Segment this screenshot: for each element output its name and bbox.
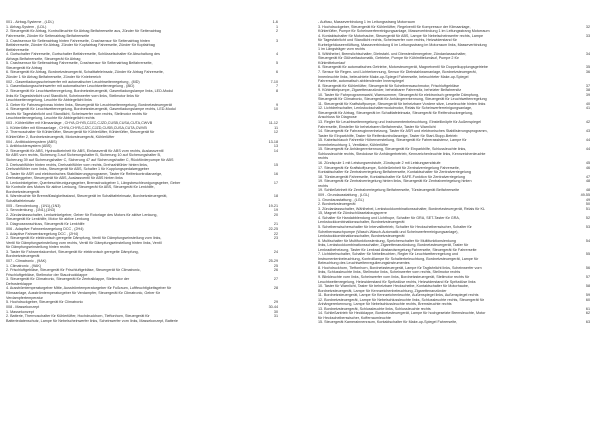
toc-entry-text: 5. Wählhebel, Bremslichtschalter, Diebstahl- und Diensterdienergeber, Zündanlassschalter,	[318, 51, 467, 56]
toc-entry-page: 24	[273, 249, 278, 254]
toc-entry-page: 50	[585, 202, 590, 207]
toc-entry-page: 9	[275, 102, 278, 107]
toc-entry-text: Steuergerät für Airbag, Steuergerät im Schalttafeleinsatz, Steuergerät für Reifendruckregelung,	[318, 110, 473, 115]
toc-entry-page: 48	[585, 188, 590, 193]
toc-entry-page: 10	[273, 107, 278, 112]
toc-entry-page: 20	[273, 212, 278, 217]
toc-entry-text: Kühlmittelumlauf	[318, 60, 346, 65]
toc-entry-text: 1. Servolenkung , (1N1),(1N3)	[6, 208, 56, 213]
toc-entry-page: 31	[273, 314, 278, 319]
toc-entry-text: Klimaanlage, Ausströmtemperaturgeber für Verdampfer, Steuergerät für Climatronic, Geber für	[6, 291, 160, 295]
toc-entry-page: 8	[275, 88, 278, 93]
toc-entry-text: Kühlerlüfter, Pumpe für Scheinwerferreinigungsanlage, Masseverbindung 1 im Leitungsstrang Motorraum	[318, 29, 490, 34]
toc-entry-text: Anschluss für Diagnose	[318, 115, 357, 120]
toc-entry-text: 001 - Airbag-Systeme , (LDL)	[6, 20, 54, 25]
toc-entry-text: 3. Zündanlassschalter, Wählhebel, Lenkstockkombinationsschalter, Bordnetzsteuergerät, Relais für KL	[318, 206, 486, 211]
toc-entry-page: 33	[585, 33, 590, 38]
toc-entry	[6, 222, 278, 227]
toc-entry-text: Airbags Beifahrerseite, Steuergerät für Airbag	[6, 56, 81, 61]
toc-entry-text: 15. Steuergerät Kamerainnenraum, Kontaktschalter für Make-up-Spiegel Fahrerseite,	[318, 320, 458, 325]
toc-entry-text: 15. Steuergerät für Anhängererkennung, Steuergerät für Einparkhilfe, Schlussleuchte links,	[318, 147, 467, 152]
toc-entry-text: 2. Bordnetzsteuergerät	[318, 202, 356, 207]
toc-entry-text: 003 - Kühlerlüfter mit Klimaanlage , CHYA,CHYB,CJZC,CJZD,CUSB,CUSA,CUTA,CWVB	[6, 121, 153, 126]
toc-entry-text: 4. Taster für ASR und elektronisches Stabilisierungsprogramm, Taster für Reifenkontrollanzeige,	[6, 171, 163, 176]
toc-entry-text: Leuchtweitenregelung, Leuchte für Abbiegelicht links	[6, 98, 92, 103]
toc-entry-page: 16	[273, 171, 278, 176]
toc-entry	[6, 75, 278, 80]
toc-entry-text: 13. Bordnetzsteuergerät, Schlussleuchte links, Schlussleuchte rechts	[318, 306, 431, 311]
toc-entry-text: 4. Gurtschalter Fahrerseite, Gurtschalter Beifahrerseite, Schlüsselschalter für Abschaltung des	[6, 52, 160, 57]
toc-entry-page: 14	[273, 148, 278, 153]
toc-entry-text: 16. Zündspule 1 mit Leistungsendstufe, Zündspule 2 mit Leistungsendstufe	[318, 160, 441, 165]
toc-entry-text: Beifahrerseite, Zünder für Airbag, Zünder für Kopfairbag Fahrerseite, Zünder für Kopfairbag	[6, 43, 155, 48]
toc-entry-text: Innenleuchte links, beleuchtete Make-up-Spiegel Fahrerseite, beleuchteter Make-up-Spiegel	[318, 74, 469, 79]
toc-entry-text: links für Tagesfahrlicht und Standlicht, Scheinwerfer vorn links, Stellmotor links für	[6, 93, 140, 98]
toc-entry-text: Lenkstockkombinationsschalter, Bordnetzsteuergerät	[318, 234, 405, 239]
toc-entry-page: 51	[585, 206, 590, 211]
toc-entry-text: 1. Airbag-System , (LDL)	[6, 24, 47, 29]
toc-entry-page: 6	[275, 70, 278, 75]
toc-entry-text: für ABS vorn rechts, Sicherung 3 auf Sicherungshalter B, Sicherung 10 auf Sicherungshalter B,	[6, 153, 161, 158]
toc-entry-text: Ventil für Dämpfungseinstellung vorn rechts, Ventil für Dämpfungseinstellung hinten links, Ventil	[6, 240, 162, 245]
toc-entry-text: 3. Drehzahlfühler hinten rechts, Drehzahlfühler vorn rechts, Drehzahlfühler hinten links,	[6, 162, 149, 167]
toc-entry-text: Instrumentenbeleuchtung, Kontrolllampe für Schalterbeleuchtung, Bordnetzsteuergerät, Lampe für	[318, 256, 479, 261]
toc-entry-text: Taster für Einparkhilfe, Taster für Reifenkontrollanzeige, Taster für Start-Stopp-Betrieb	[318, 133, 458, 138]
toc-entry-text: 1. Kühlerlüfter mit Klimaanlage , CHYA,CHYB,CJZC,CJZD,CUSB,CUSA,CUTA,CWVB	[6, 125, 147, 130]
toc-entry-page: 48	[585, 179, 590, 184]
toc-entry-text: Fahrerseite, Zünder für Seitenairbag Beifahrerseite	[6, 34, 90, 39]
toc-entry-text: 3. Hochdruckgeber, Steuergerät für Kühlerlüfter, Regelventil für Kompressor der Klimaanlage,	[318, 24, 471, 29]
toc-entry-text: Beifahrerseite	[6, 47, 29, 52]
toc-entry-text: für Tagesfahrlicht und Standlicht rechts, Scheinwerfer vorn rechts, Heizwiderstand für	[318, 38, 457, 43]
toc-entry-text: 1. Adaptive Fahrwerksregelung DCC , (2H4)	[6, 231, 79, 236]
toc-entry-page: 35	[585, 65, 590, 70]
toc-entry-text: Drehrateggeber, Steuergerät für ABS, Auslassventil für ABS hinten links	[6, 176, 123, 181]
toc-entry-page: 19-21	[268, 203, 278, 208]
toc-entry-page: 60	[585, 297, 590, 302]
toc-entry-text: 1. Grundausstattung , (LGL)	[318, 197, 364, 202]
toc-entry-text: Bordnetzsteuergerät, Lampe für Kennzeichenbeleuchtung, Zigarettenanzünder	[318, 288, 447, 293]
toc-entry-page: 25	[273, 263, 278, 268]
toc-entry-text: Steuergerät für Lenkhilfe, Motor für aktive Lenkung	[6, 217, 90, 222]
toc-entry-text: Leuchtweitenregelung, Leuchte für Abbiegelicht rechts	[6, 116, 95, 121]
toc-entry-text: links, Schlussleuchte links, Stellmotor links, Scheinwerfer vorn rechts, Stellmotor rechts	[318, 270, 461, 275]
toc-entry-text: 12. Bordnetzsteuergerät, Lampe für Nebelschlussleuchte links, Schlussleuchte rechts, Steuergerät für	[318, 297, 485, 302]
toc-entry-text: 15, Magnet für Zündschlüsselabzugsperre	[318, 211, 387, 216]
toc-entry-page: 41	[585, 106, 590, 111]
toc-entry-text: Defrosterklappe	[6, 281, 33, 286]
toc-entry-text: Batteriedatenschutz, Lampe für Nebelscheinwerfer links, Scheinwerfer vorn links, Massekonzept, Batterie	[6, 318, 178, 323]
toc-entry-text: 7. Sensor für Regen- und Lichterkennung, Sensor für Diebstahlwarnanlage, Bordnetzsteuergerät,	[318, 70, 477, 75]
toc-entry-page: 23	[273, 236, 278, 241]
toc-entry-text: 7. Lichtdrehschalter, Schalter für Nebelleuchten, Regler für Leuchtweitenregelung und	[318, 252, 459, 257]
toc-entry-page: 30	[273, 309, 278, 314]
toc-entry-text: Zünder 1 für Airbag Beifahrerseite, Zünder für Kniebereich	[6, 74, 101, 79]
toc-entry	[6, 300, 278, 305]
toc-entry-page: 1-6	[272, 20, 278, 25]
toc-entry-text: rechts	[318, 156, 329, 161]
toc-entry-page: 15	[273, 162, 278, 167]
toc-entry-text: Beleuchtung des Leuchtweitenregulierungsinstrumentes	[318, 261, 410, 266]
toc-entry-page: 54	[585, 238, 590, 243]
toc-entry-text: Lenkstockkombinationsschalter, Bordnetzsteuergerät	[318, 220, 405, 225]
toc-entry-text: 8. Steuergerät für Kühlerlüfter, Steuergerät für Scheibenwaschmotor, Frischluftgebläse	[318, 83, 460, 88]
toc-entry-page: 26	[273, 268, 278, 273]
toc-entry-page: 44	[585, 147, 590, 152]
toc-entry-text: rechts für Tagesfahrlicht und Standlicht, Scheinwerfer vorn rechts, Stellmotor rechts für	[6, 111, 148, 116]
toc-entry-text: 4. Schalter für Handabblendung und Lichthupe, Schalter für GRA, SET-Taster für GRA,	[318, 215, 460, 220]
toc-entry-page: 32	[585, 24, 590, 29]
toc-entry-page: 59	[585, 293, 590, 298]
toc-entry-text: 3. Crashsensor für Seitenairbag hinten Fahrerseite, Crashsensor für Seitenairbag hinten	[6, 38, 150, 43]
toc-entry-page: 4	[275, 52, 278, 57]
toc-entry-text: Bordnetzsteuergerät	[6, 189, 40, 194]
toc-entry-page: 7-10	[270, 79, 278, 84]
toc-entry-text: 4. Steuergerät für Leuchtweitenregelung, Bordnetzsteuergerät, Gasentladungslampe rechts, LED-Modul	[6, 107, 176, 112]
toc-entry-page: 17	[273, 180, 278, 185]
toc-entry-page: 38	[585, 88, 590, 93]
toc-entry-text: 3. Taster für Fahrwerkskomfort, Steuergerät für elektronisch geregelte Dämpfung,	[6, 249, 139, 254]
toc-entry-page: 42	[585, 120, 590, 125]
toc-entry-text: Steuergerät für Climatronic, Steuergerät für Anhängererkennung, Steuergerät für Leuchtweitenregelung	[318, 97, 487, 102]
toc-entry-page: 40	[585, 101, 590, 106]
toc-entry-text: 006 - Adaptive Fahrwerksregelung DCC , (2H4)	[6, 226, 84, 231]
toc-entry-text: Scheibenwaschpumpe (Wasch-Wasch-Automatik und Scheinwerferreinigungsanlage),	[318, 229, 459, 234]
toc-entry-text: 2. Thermoschalter für Kühlerlüfter, Steuergerät für Kühlerlüfter, Kühlerlüfter, Steuergerät für	[6, 130, 155, 135]
toc-entry-text: 3. Diagnoseanschluss, Steuergerät für Lenkhilfe	[6, 222, 85, 227]
toc-entry-text: 009 - Grundausstattung , (LGL)	[318, 193, 370, 198]
toc-entry-text: Steuergerät für Glühzeitautomatik, Getriebe, Pumpe für Kühlmittelumlauf, Pumpe 2 für	[318, 56, 459, 61]
toc-entry-page: 11	[274, 125, 278, 130]
toc-entry-text: 3. Steuergerät für Climatronic, Steuergerät für Zentralklappe, Stellmotor der	[6, 277, 130, 282]
toc-entry-text: 17. Steuergerät für Kraftstoffpumpe, Schließeinheit für Zentralverriegelung Fahrerseite,	[318, 165, 460, 170]
toc-entry	[6, 199, 278, 204]
toc-entry-page: 62	[585, 311, 590, 316]
toc-entry-page: 28	[273, 286, 278, 291]
toc-entry-page: 25-29	[268, 259, 278, 264]
toc-entry-text: 4. Ausströmtemperaturgeber Mitte, Ausströmtemperaturgeber für Fußraum, Luftfeuchtigkeitsgeber für	[6, 286, 172, 291]
toc-entry-text: 9. Kühlmittelpumpe, Zigarettenanzünder, beheizbarer Fahrersitz, beheizter Beifahrersitz	[318, 88, 462, 93]
toc-entry-text: 6. Steuergerät für Airbag, Bordnetzsteuergerät, Schalttafeleinsatz, Zünder für Airbag Fahrerseite,	[6, 70, 164, 75]
toc-entry-text: 1 im Längsträger vorn rechts	[318, 47, 365, 52]
toc-entry-text: für Heckscheibenwischer, Kofferraumleuchte	[318, 315, 391, 320]
toc-entry-text: Innenbeleuchtung 1, Ventilator, Kühlerlüfter	[318, 142, 389, 147]
toc-entry-text: 13. Regler für Leuchtweitenregelung und Instrumentenbeleuchtung, Einstellknöpfe für Außenspiegel	[318, 120, 481, 125]
toc-entry-text: 007 - Climatronic , (9AK)	[6, 259, 47, 264]
toc-entry-text: 19. Steuergerät für Zentralverriegelung hinten links, Steuergerät für Zentralverriegelung hinten	[318, 179, 472, 184]
toc-entry-text: Schlussleuchte rechts, Steckdose für Anhängerbetrieb, Kennzeichenleuchte links, Kennzeichenleuchte	[318, 151, 486, 156]
toc-entry-page: 21	[273, 222, 278, 227]
toc-entry-page: 3	[275, 38, 278, 43]
toc-column-left	[6, 20, 278, 323]
toc-entry-text: Fahrerseite, Einsteller für beheizbaren Beifahrersitz, Taster für Warnlicht	[318, 124, 436, 129]
toc-entry-page: 56	[585, 265, 590, 270]
toc-entry	[6, 135, 278, 140]
toc-entry-text: 6. Steuergerät für automatisches Getriebe, Motorsteuergerät, Magnetventil für Doppelkupplungsgetriebe	[318, 65, 488, 70]
toc-entry-text: Lenkradbeheizung, Taster für Lenkrad Abstandsregelung Fahrerseite, Steuergerät für Fahrerseite	[318, 247, 477, 252]
toc-entry-page: 36	[585, 70, 590, 75]
toc-entry-text: 1. Antiblockiersystem (ABS)	[6, 144, 52, 149]
toc-entry-page: 46	[585, 165, 590, 170]
toc-column-right	[318, 20, 590, 325]
toc-entry-text: 14. Steuergerät für Fahrzeuginnenheizung, Taster für ASR und elektronisches Stabilisierungsprogramm,	[318, 129, 488, 134]
toc-entry-text: 002 - Gasentladungsscheinwerfer mit automatischer Leuchtweitenregelung , (8ID)	[6, 79, 140, 84]
toc-entry-page: 1	[275, 24, 278, 29]
toc-entry-text: 5. Hochdruckgeber, Steuergerät für Climatronic	[6, 300, 84, 305]
toc-entry-text: - Aufbau, Masseverbindung 1 im Leitungsstrang Motorraum	[318, 20, 415, 24]
toc-entry-text: 005 - Servolenkung , (1N1),(1N3)	[6, 203, 61, 208]
toc-entry-text: 6. Multischalter für Multifunktionslenkung, Speicherschalter für Multifunktionslenkung	[318, 238, 456, 243]
toc-entry-page: 7	[275, 84, 278, 89]
toc-entry	[6, 116, 278, 121]
toc-entry-page: 49-55	[580, 193, 590, 198]
toc-entry-page: 2	[275, 29, 278, 34]
toc-entry-text: Drehzahlfühler vorn links, Steuergerät für ABS, Schalter 1 für Kupplungspedalweggeber	[6, 167, 150, 172]
toc-entry-text: 9. Blinkleuchte vorn links, Scheinwerfer vorn links, Bordnetzsteuergerät, Stellmotor rechts für	[318, 275, 470, 280]
toc-entry-page: 37	[585, 83, 590, 88]
toc-entry-page: 49	[585, 197, 590, 202]
toc-entry-page: 58	[585, 284, 590, 289]
toc-entry-text: 8. Hochdruckhorn, Tieftonhorn, Bordnetzsteuergerät, Lampe für Tagfahrlicht links, Scheinwerfer vorn	[318, 265, 482, 270]
toc-entry-page: 13	[273, 144, 278, 149]
toc-entry-text: 2. Steuergerät für Airbag, Kontrollleuchte für Airbag Beifahrerseite aus, Zünder für Seitenairbag	[6, 29, 161, 34]
toc-entry-text: 11. Bordnetzsteuergerät, Lampe für Kennzeichenleuchte, Außenspiegel links, Außenspiegel rechts	[318, 293, 479, 298]
toc-entry-text: 5. Scheibenwischerschalter für Intervallbetrieb, Schalter für Heckscheibenwischer, Schalter für	[318, 225, 472, 229]
toc-entry-page: 47	[585, 174, 590, 179]
toc-entry-text: Kühlerlüfter 2, Bordnetzsteuergerät, Motorsteuergerät, Kühlerlüfter	[6, 134, 115, 139]
toc-entry	[318, 320, 590, 325]
toc-entry-page: 61	[585, 306, 590, 311]
toc-entry-text: 18. Türsteuergerät Fahrerseite, Kontaktschalter für SAFE-Funktion für Zentralverriegelung	[318, 174, 465, 179]
toc-entry-text: rechts	[318, 183, 329, 188]
toc-entry	[6, 319, 278, 324]
toc-entry-text: 14. Schließantrieb für Heckklappe, Bordnetzsteuergerät, Lampe für hochgesetzte Bremsleuchte, Motor	[318, 311, 486, 316]
toc-entry-text: 008 - Massekonzept	[6, 305, 40, 310]
toc-entry-page: 27	[273, 277, 278, 282]
toc-entry-page: 45	[585, 160, 590, 165]
toc-entry-page: 39	[585, 92, 590, 97]
toc-entry-page: 43	[585, 129, 590, 134]
toc-entry-page: 13-18	[268, 139, 278, 144]
toc-entry-text: 2. Batterie, Thermoschalter für Kühlerlüfter, Hochdruckhorn, Tieftonhorn, Steuergerät für	[6, 314, 150, 319]
toc-entry-page: 12	[273, 130, 278, 135]
toc-entry-page: 11-12	[268, 121, 278, 126]
toc-entry-page: 5	[275, 61, 278, 66]
toc-entry-page: 18	[273, 194, 278, 199]
toc-entry-text: 2. Steuergerät für ABS, Hydraulikeinheit für ABS, Einlassventil für ABS vorn rechts, Auslassventil	[6, 148, 164, 153]
toc-entry-text: Fahrerseite, automatisch abblendender Innenspiegel	[318, 79, 405, 84]
toc-entry-page: 44	[585, 138, 590, 143]
toc-entry-text: 2. Zündanlassschalter, Lenkwinkelgeber, Geber für Rotorlage des Motors für aktive Lenkung,	[6, 212, 158, 217]
toc-entry-text: Leuchtweitenregelung, Heizwiderstand für Spritzdüse rechts, Heizwiderstand für Spritzdüse links	[318, 279, 476, 284]
toc-entry	[6, 254, 278, 259]
toc-entry-text: Kontaktschalter für Zentralverriegelung Beifahrerseite, Kontaktschalter für Zentralverriegelung	[318, 170, 471, 175]
toc-entry-page: 22-25	[268, 226, 278, 231]
toc-entry-page: 57	[585, 275, 590, 280]
toc-entry-text: 19. Schließeinheit für Zentralverriegelung Beifahrerseite, Türsteuergerät Beifahrerseite	[318, 188, 460, 193]
toc-entry-text: 10. Taster für Fahrprogrammwahl, Warnsummer, Steuergerät für elektronisch geregelte Dämpfung,	[318, 92, 480, 97]
toc-entry	[318, 188, 590, 193]
toc-entry-text: 2. Steuergerät für elektronisch geregelte Dämpfung, Ventil für Dämpfungseinstellung vorn links,	[6, 236, 162, 241]
toc-entry-text: 2. Frischluftgebläse, Steuergerät für Frischluftgebläse, Steuergerät für Climatronic,	[6, 268, 141, 273]
toc-entry-text: links, Lenkstockkombinationsschalter, Zigarettenanzündung, Bordnetzsteuergerät, Taster für	[318, 243, 469, 248]
toc-entry-text: Steuergerät für Airbag	[6, 65, 43, 70]
toc-entry-page: 19	[273, 208, 278, 213]
toc-entry-text: 4. Kontaktschalter für Motorhaube, Steuergerät für ABS, Lampe für Nebelscheinwerfer rechts, Lampe	[318, 33, 483, 38]
toc-entry-text: Anhängererkennung, Lampe für Nebelschlussleuchte rechts, Bremsleuchte rechts	[318, 302, 452, 307]
toc-entry-text: 6. Warnleuchte für Bremsflüssigkeitsstand, Steuergerät im Schalttafeleinsatz, Bordnetzsteuergerät,	[6, 194, 168, 199]
toc-entry-text: 3. Geber für Fahrzeugniveau hinten links, Steuergerät für Leuchtweitenregelung, Bordnetzsteuergerät	[6, 102, 172, 107]
toc-entry-text: Frischluftgebläse, Stellmotor der Staudruckklappe	[6, 272, 88, 277]
toc-entry-text: 1. Massekonzept	[6, 309, 34, 314]
toc-entry-page: 34	[585, 51, 590, 56]
toc-entry-page: 29	[273, 300, 278, 305]
toc-entry-text: Sicherung 39 auf Sicherungshalter C, Sicherung 47 auf Sicherungshalter C, Rückförderpumpe für ABS	[6, 157, 174, 162]
toc-entry-text: 5. Crashsensor für Seitenairbag Fahrerseite, Crashsensor für Seitenairbag Beifahrerseite,	[6, 61, 153, 66]
toc-entry-text: für Dämpfungseinstellung hinten rechts	[6, 245, 70, 250]
toc-entry-text: Schalttafeleinsatz	[6, 198, 35, 203]
toc-entry-text: für Kontrolle des Motors für aktive Lenkung, Steuergerät für ABS, Steuergerät für Lenkhilfe,	[6, 185, 155, 190]
toc-entry-text: 15. Kabelschlauch Fahrertür Höhenverstellung, Steuergerät für Fahrerassistenz, Lampe für	[318, 138, 467, 143]
toc-entry-page: 55	[585, 252, 590, 257]
toc-entry-text: 10. Taster für Warnlicht, Taster für beheizbare Heckscheibe, Kontaktschalter für Motorhaube,	[318, 284, 469, 289]
toc-entry-text: 11. Steuergerät für Kraftstoffpumpe, Steuergerät für beheizbare Vordere sitze, Leseleuchte hinten links	[318, 101, 486, 106]
toc-entry-page: 63	[585, 320, 590, 325]
toc-entry-page: 52	[585, 215, 590, 220]
toc-entry-page: 22	[273, 231, 278, 236]
toc-entry-text: 1. Climatronic , (9AK)	[6, 263, 42, 268]
toc-entry-page: 30-44	[268, 305, 278, 310]
toc-entry-text: Kurbelgehäuseentlüftung, Masseverbindung 6 im Leitungsstrang im Motorraum links, Masseverbindung	[318, 42, 487, 47]
toc-entry-text: 004 - Antiblockiersystem (ABS)	[6, 139, 57, 144]
toc-entry-text: Bordnetzsteuergerät	[6, 254, 40, 259]
toc-entry-text: 5. Lenkwinkelgeber, Querbeschleunigungsgeber, Bremsdruckgeber 1, Längsbeschleunigungsgeber, Geber	[6, 180, 181, 185]
toc-entry-text: 1. Gasentladungsscheinwerfer mit automatischer Leuchtweitenregelung , (8ID)	[6, 84, 135, 89]
toc-entry-text: Verdampfertemperatur	[6, 295, 43, 300]
toc-entry-text: 2. Steuergerät für Leuchtweitenregelung, Bordnetzsteuergerät, Gasentladungslampe links, LED-Modul	[6, 88, 174, 93]
toc-entry-page: 53	[585, 225, 590, 229]
toc-entry-text: 12. Lichtdrehschalter, Lenkstockschaltermodulmotor, Relais für Scheinwerferreinigungsanlage,	[318, 106, 473, 111]
